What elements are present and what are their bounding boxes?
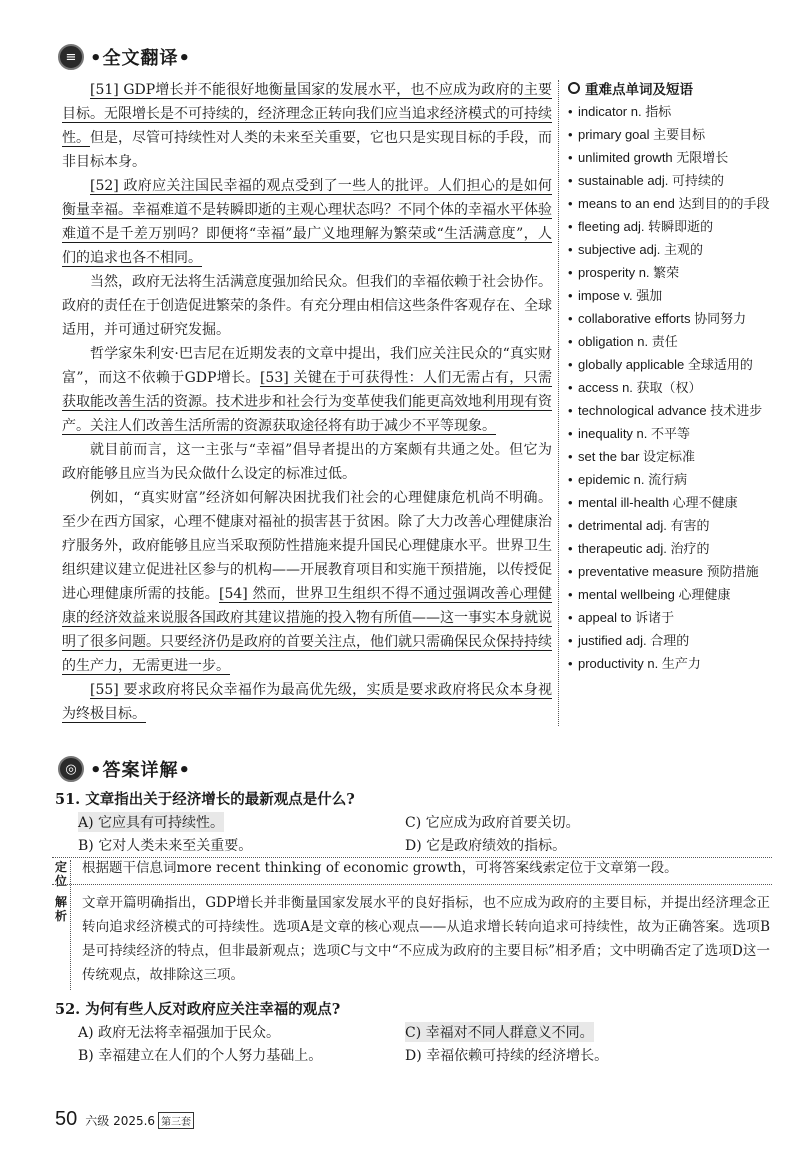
vocab-list bbox=[568, 100, 773, 675]
translation-title: •全文翻译• bbox=[90, 48, 192, 69]
vocab-item: • justified adj. 合理的 bbox=[568, 629, 773, 652]
bulb-icon: ◎ bbox=[58, 756, 84, 782]
vocab-item: • impose v. 强加 bbox=[568, 284, 773, 307]
vocab-title: 重难点单词及短语 bbox=[585, 82, 693, 98]
vocab-item: • mental wellbeing 心理健康 bbox=[568, 583, 773, 606]
q52-question: 52. 为何有些人反对政府应关注幸福的观点? bbox=[55, 1001, 341, 1018]
issue-label: 六级 2025.6 bbox=[85, 1114, 156, 1128]
vocab-item: • detrimental adj. 有害的 bbox=[568, 514, 773, 537]
vocab-item: • sustainable adj. 可持续的 bbox=[568, 169, 773, 192]
q51-question: 51. 文章指出关于经济增长的最新观点是什么? bbox=[55, 791, 355, 808]
vocab-item: • technological advance 技术进步 bbox=[568, 399, 773, 422]
vocab-header bbox=[568, 76, 773, 100]
q51-analysis-tag: 解析 bbox=[54, 895, 67, 923]
vocab-item: • appeal to 诉诸于 bbox=[568, 606, 773, 629]
vocab-item: • prosperity n. 繁荣 bbox=[568, 261, 773, 284]
vocab-item: • subjective adj. 主观的 bbox=[568, 238, 773, 261]
paragraph-text: 但是，尽管可持续性对人类的未来至关重要，它也只是实现目标的手段，而非目标本身。 bbox=[62, 130, 552, 170]
vocab-item: • primary goal 主要目标 bbox=[568, 123, 773, 146]
paragraph-text: 例如，“真实财富”经济如何解决困扰我们社会的心理健康危机尚不明确。至少在西方国家，心理不健康对福祉的损害甚于贫困。除了大力改善心理健康治疗服务外，政府能够且应当采取预防性措施来提升国民心理健康水平。世界卫生组织建议建立促进社区参与的机构——开展教育项目和实施干预措施，以传授促进心理健康所需的技能。 bbox=[62, 490, 552, 602]
translation-paragraph bbox=[62, 486, 552, 678]
vocab-item: • collaborative efforts 协同努力 bbox=[568, 307, 773, 330]
vocab-panel bbox=[568, 76, 773, 675]
paragraph-text: 当然，政府无法将生活满意度强加给民众。但我们的幸福依赖于社会协作。政府的责任在于创造促进繁荣的条件。有充分理由相信这些条件客观存在、全球适用，并可通过研究发掘。 bbox=[62, 274, 552, 338]
translation-body bbox=[62, 78, 552, 726]
q52-option-c: C) 幸福对不同人群意义不同。 bbox=[405, 1022, 594, 1042]
answer-evidence-text: [53] 关键在于可获得性：人们无需占有，只需获取能改善生活的资源。技术进步和社会行为变革使我们能更高效地利用现有资产。关注人们改善生活所需的资源获取途径将有助于减少不平等现象。 bbox=[62, 370, 552, 434]
target-icon bbox=[568, 82, 580, 94]
vocab-item: • inequality n. 不平等 bbox=[568, 422, 773, 445]
answer-evidence-text: [51] GDP增长并不能很好地衡量国家的发展水平，也不应成为政府的主要目标。无限增长是不可持续的，经济理念正转向我们应当追求经济模式的可持续性。 bbox=[62, 82, 552, 146]
vocab-item: • fleeting adj. 转瞬即逝的 bbox=[568, 215, 773, 238]
translation-paragraph bbox=[62, 270, 552, 342]
answer-evidence-text: [55] 要求政府将民众幸福作为最高优先级，实质是要求政府将民众本身视为终极目标。 bbox=[62, 682, 552, 722]
q51-locate-text: 根据题干信息词more recent thinking of economic growth，可将答案线索定位于文章第一段。 bbox=[82, 860, 678, 876]
q51-option-a: A) 它应具有可持续性。 bbox=[78, 812, 224, 832]
vocab-item: • therapeutic adj. 治疗的 bbox=[568, 537, 773, 560]
q51-option-b: B) 它对人类未来至关重要。 bbox=[78, 838, 253, 854]
vocab-item: • obligation n. 责任 bbox=[568, 330, 773, 353]
vocab-item: • set the bar 设定标准 bbox=[568, 445, 773, 468]
translation-section-header bbox=[58, 44, 191, 70]
translation-paragraph bbox=[62, 342, 552, 438]
q52-option-a: A) 政府无法将幸福强加于民众。 bbox=[78, 1025, 281, 1041]
vocab-item: • preventative measure 预防措施 bbox=[568, 560, 773, 583]
paragraph-text: 就目前而言，这一主张与“幸福”倡导者提出的方案颇有共通之处。但它为政府能够且应当为民众做什么设定的标准过低。 bbox=[62, 442, 552, 482]
vocab-item: • indicator n. 指标 bbox=[568, 100, 773, 123]
q51-box-left bbox=[70, 860, 71, 990]
page-number: 50 bbox=[55, 1108, 78, 1130]
vocab-item: • mental ill-health 心理不健康 bbox=[568, 491, 773, 514]
answer-evidence-text: [54] 然而，世界卫生组织不得不通过强调改善心理健康的经济效益来说服各国政府其建议措施的投入物有所值——这一事实本身就说明了很多问题。只要经济仍是政府的首要关注点，他们就只需确保民众保持持续的生产力，无需更进一步。 bbox=[62, 586, 553, 674]
vocab-item: • globally applicable 全球适用的 bbox=[568, 353, 773, 376]
translation-paragraph bbox=[62, 78, 552, 174]
answer-evidence-text: [52] 政府应关注国民幸福的观点受到了一些人的批评。人们担心的是如何衡量幸福。幸福难道不是转瞬即逝的主观心理状态吗？不同个体的幸福水平体验难道不是千差万别吗？即便将“幸福”最广义地理解为繁荣或“生活满意度”，人们的追求也各不相同。 bbox=[62, 178, 552, 266]
q52-option-b: B) 幸福建立在人们的个人努力基础上。 bbox=[78, 1048, 323, 1064]
vocab-item: • productivity n. 生产力 bbox=[568, 652, 773, 675]
q52-option-d: D) 幸福依赖可持续的经济增长。 bbox=[405, 1048, 609, 1064]
column-divider bbox=[558, 80, 559, 726]
q51-box-mid bbox=[52, 884, 772, 885]
doc-icon: ≡ bbox=[58, 44, 84, 70]
vocab-item: • epidemic n. 流行病 bbox=[568, 468, 773, 491]
answer-title: •答案详解• bbox=[90, 760, 192, 781]
vocab-item: • unlimited growth 无限增长 bbox=[568, 146, 773, 169]
answer-section-header bbox=[58, 756, 191, 782]
q51-option-c: C) 它应成为政府首要关切。 bbox=[405, 815, 580, 831]
translation-paragraph bbox=[62, 678, 552, 726]
q51-option-d: D) 它是政府绩效的指标。 bbox=[405, 838, 567, 854]
issue-tag: 第三套 bbox=[158, 1112, 194, 1129]
translation-paragraph bbox=[62, 174, 552, 270]
vocab-item: • means to an end 达到目的的手段 bbox=[568, 192, 773, 215]
q51-locate-tag: 定位 bbox=[54, 860, 67, 888]
vocab-item: • access n. 获取（权） bbox=[568, 376, 773, 399]
q51-analysis-text: 文章开篇明确指出，GDP增长并非衡量国家发展水平的良好指标，也不应成为政府的主要目标，并提出经济理念正转向追求经济模式的可持续性。选项A是文章的核心观点——从追求增长转向追求可持续性，故为正确答案。选项B是可持续经济的特点，但非最新观点；选项C与文中“不应成为政府的主要目标”相矛盾；文中明确否定了选项D这一传统观点，故排除这三项。 bbox=[82, 895, 770, 983]
translation-paragraph bbox=[62, 438, 552, 486]
page-footer bbox=[55, 1108, 194, 1131]
paragraph-text: 哲学家朱利安·巴吉尼在近期发表的文章中提出，我们应关注民众的“真实财富”，而这不依赖于GDP增长。 bbox=[62, 346, 552, 386]
